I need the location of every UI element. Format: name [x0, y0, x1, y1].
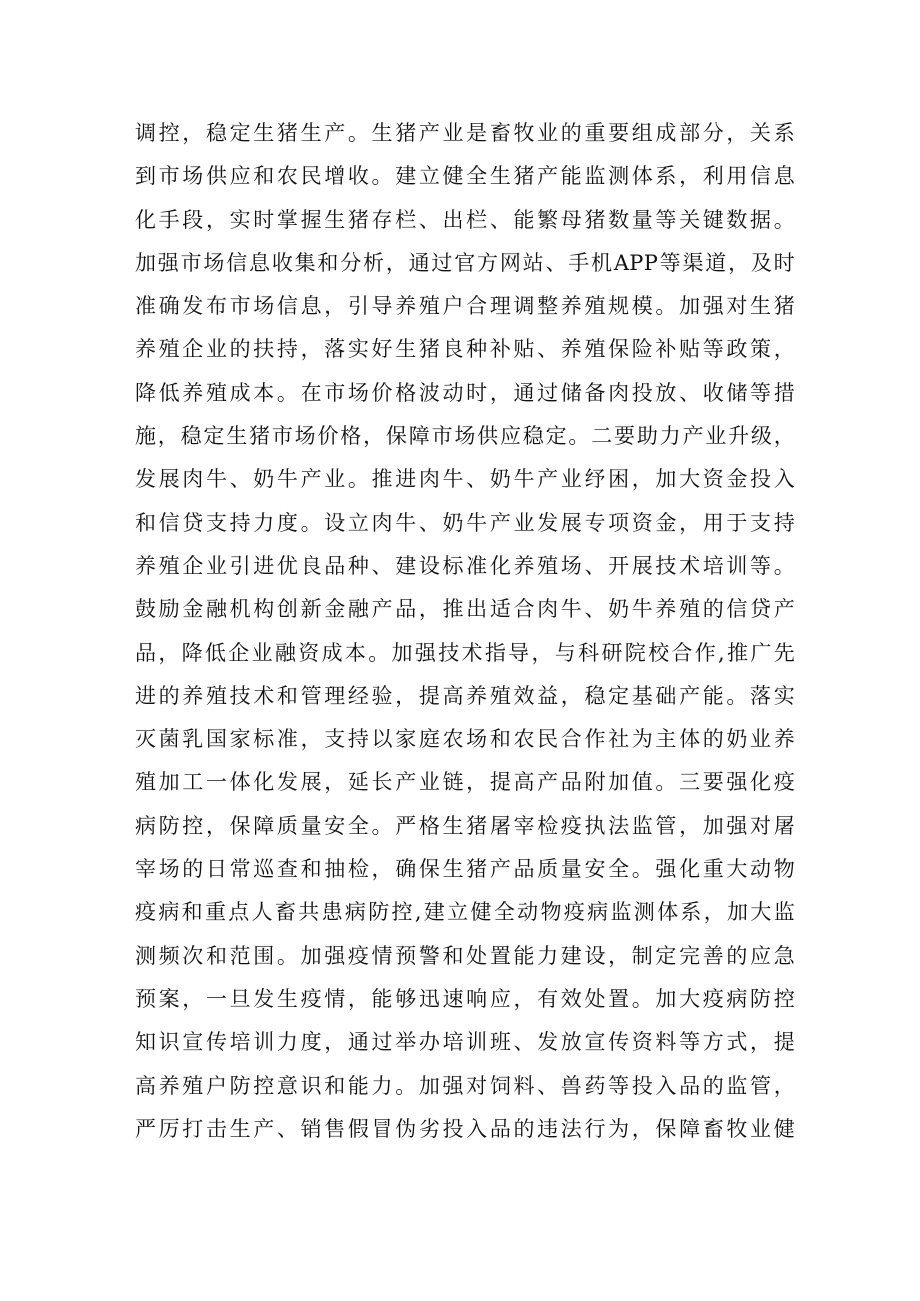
text-line: 疫病和重点人畜共患病防控,建立健全动物疫病监测体系，加大监 — [135, 900, 795, 925]
text-line: 灭菌乳国家标准，支持以家庭农场和农民合作社为主体的奶业养 — [135, 727, 795, 752]
text-line: 养殖企业引进优良品种、建设标准化养殖场、开展技术培训等。 — [135, 553, 795, 578]
text-line: 降低养殖成本。在市场价格波动时，通过储备肉投放、收储等措 — [135, 380, 795, 405]
body-paragraph — [135, 112, 795, 1151]
text-line: 严厉打击生产、销售假冒伪劣投入品的违法行为，保障畜牧业健 — [135, 1116, 795, 1141]
text-line: 测频次和范围。加强疫情预警和处置能力建设，制定完善的应急 — [135, 943, 795, 968]
text-line: 化手段，实时掌握生猪存栏、出栏、能繁母猪数量等关键数据。 — [135, 207, 795, 232]
text-line: 鼓励金融机构创新金融产品，推出适合肉牛、奶牛养殖的信贷产 — [135, 597, 795, 622]
text-line: 发展肉牛、奶牛产业。推进肉牛、奶牛产业纾困，加大资金投入 — [135, 467, 795, 492]
text-line: 准确发布市场信息，引导养殖户合理调整养殖规模。加强对生猪 — [135, 294, 795, 319]
text-line: 殖加工一体化发展，延长产业链，提高产品附加值。三要强化疫 — [135, 770, 795, 795]
text-line: 进的养殖技术和管理经验，提高养殖效益，稳定基础产能。落实 — [135, 683, 795, 708]
text-line: 加强市场信息收集和分析，通过官方网站、手机APP等渠道，及时 — [135, 250, 795, 275]
text-line: 到市场供应和农民增收。建立健全生猪产能监测体系，利用信息 — [135, 164, 795, 189]
text-line: 养殖企业的扶持，落实好生猪良种补贴、养殖保险补贴等政策， — [135, 337, 795, 362]
text-line: 知识宣传培训力度，通过举办培训班、发放宣传资料等方式，提 — [135, 1030, 795, 1055]
text-line: 和信贷支持力度。设立肉牛、奶牛产业发展专项资金，用于支持 — [135, 510, 795, 535]
text-line: 施，稳定生猪市场价格，保障市场供应稳定。二要助力产业升级， — [135, 424, 795, 449]
text-line: 品，降低企业融资成本。加强技术指导，与科研院校合作,推广先 — [135, 640, 795, 665]
text-line: 病防控，保障质量安全。严格生猪屠宰检疫执法监管，加强对屠 — [135, 813, 795, 838]
text-line: 调控，稳定生猪生产。生猪产业是畜牧业的重要组成部分，关系 — [135, 121, 795, 145]
text-line: 高养殖户防控意识和能力。加强对饲料、兽药等投入品的监管， — [135, 1073, 795, 1098]
text-line: 宰场的日常巡查和抽检，确保生猪产品质量安全。强化重大动物 — [135, 857, 795, 882]
text-line: 预案，一旦发生疫情，能够迅速响应，有效处置。加大疫病防控 — [135, 986, 795, 1011]
